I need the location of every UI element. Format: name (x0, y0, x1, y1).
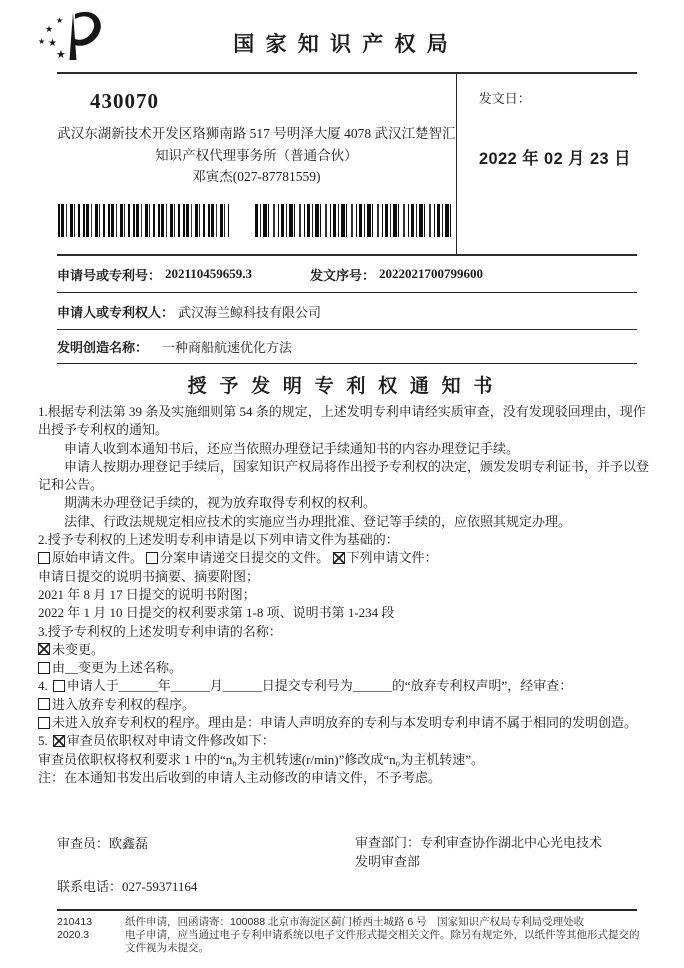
postal-code: 430070 (90, 89, 159, 113)
item4-option-2 (38, 696, 656, 714)
footer-block (57, 916, 646, 955)
item1-paragraph-2: 申请人收到本通知书后，还应当依照办理登记手续通知书的内容办理登记手续。 (64, 440, 520, 456)
application-number-label: 申请号或专利号： (57, 267, 162, 283)
serial-number-label: 发文序号： (310, 267, 376, 283)
svg-text:★: ★ (45, 24, 54, 34)
checkbox-original-documents (38, 552, 50, 564)
barcode-right (255, 204, 451, 237)
item2-option3-label: 下列申请文件： (346, 550, 438, 566)
item5-amendment-detail: 审查员依职权将权利要求 1 中的“n₀为主机转速(r/min)”修改成“n₀为主机转速”。 (38, 751, 484, 767)
notice-note: 注：在本通知书发出后收到的申请人主动修改的申请文件，不予考虑。 (38, 769, 442, 785)
document-header (0, 0, 684, 72)
barcode-left (58, 204, 229, 237)
department-line-2: 发明审查部 (355, 854, 421, 870)
address-line-1: 武汉东湖新技术开发区珞狮南路 517 号明泽大厦 4078 武汉江楚智汇 (57, 126, 456, 141)
application-number-value: 202110459659.3 (165, 266, 253, 281)
item3-option1-label: 未变更。 (52, 641, 105, 657)
svg-text:★: ★ (48, 38, 57, 49)
notice-body (38, 403, 656, 787)
form-code-2: 2020.3 (57, 929, 90, 942)
item5-option1-label: 审查员依职权对申请文件修改如下： (66, 733, 275, 749)
checkbox-listed-documents (333, 552, 345, 564)
item1-paragraph-5: 法律、行政法规规定相应技术的实施应当办理批准、登记等手续的，应依照其规定办理。 (64, 513, 572, 529)
addressee-block (57, 74, 457, 254)
department-label: 审查部门： (355, 835, 421, 851)
item1-paragraph-3: 申请人按期办理登记手续后，国家知识产权局将作出授予专利权的决定，颁发发明专利证书，并予以登记和公告。 (38, 458, 650, 493)
phone-number: 027-59371164 (122, 879, 198, 895)
item5-numbering: 5. (38, 733, 48, 749)
item2-doc-line-3: 2022 年 1 月 10 日提交的权利要求第 1-8 项、说明书第 1-234 段 (38, 605, 395, 621)
item4-option1-label: 申请人于______年______月______日提交专利号为______的“放弃专利权声明”，经审查： (66, 678, 573, 694)
footer-line-1: 纸件申请，回函请寄：100088 北京市海淀区蓟门桥西土城路 6 号 国家知识产权局专利局受理处收 (125, 916, 585, 929)
agency-title: 国 家 知 识 产 权 局 (233, 32, 451, 56)
applicant-label: 申请人或专利权人： (57, 304, 175, 320)
footer-instructions (125, 916, 646, 955)
item4-option3-label: 未进入放弃专利权的程序。理由是：申请人声明放弃的专利与本发明专利申请不属于相同的发明创造。 (52, 715, 638, 731)
item2-option2-label: 分案申请递交日提交的文件。 (160, 550, 330, 566)
item1-paragraph-4: 期满未办理登记手续的，视为放弃取得专利权的权利。 (64, 495, 377, 511)
invention-title-row (57, 330, 637, 364)
invention-title-label: 发明创造名称： (57, 340, 149, 355)
phone-label: 联系电话： (57, 879, 123, 895)
application-number-row (57, 256, 637, 293)
svg-text:★: ★ (56, 49, 66, 61)
checkbox-name-changed (38, 662, 50, 674)
checkbox-abandon-not-entered (38, 717, 50, 729)
barcode-row (58, 204, 456, 237)
applicant-value: 武汉海兰鲸科技有限公司 (178, 304, 322, 320)
examining-department (355, 833, 602, 871)
examiner-line (57, 833, 355, 871)
recipient-address (57, 123, 456, 188)
recipient-contact: 邓寅杰(027-87781559) (192, 169, 321, 184)
applicant-row (57, 293, 637, 330)
item1-paragraph-1: 1.根据专利法第 39 条及实施细则第 54 条的规定，上述发明专利申请经实质审查，没有发现驳回理由，现作出授予专利权的通知。 (38, 404, 646, 438)
svg-text:★: ★ (38, 37, 46, 46)
item5-intro (38, 732, 656, 750)
item3-intro: 3.授予专利权的上述发明专利申请的名称： (38, 623, 282, 639)
signoff-block (57, 833, 637, 896)
item3-option-1 (38, 641, 656, 659)
contact-phone-line (57, 877, 637, 896)
form-codes (57, 916, 125, 955)
issue-date-stamp: 2022 年 02 月 23 日 (478, 149, 631, 168)
footer-line-2: 电子申请，应当通过电子专利申请系统以电子文件形式提交相关文件。除另有规定外，以纸件等其他形式提交的文件视为未提交。 (125, 929, 640, 955)
item4-option-3 (38, 714, 656, 732)
checkbox-abandon-entered (38, 698, 50, 710)
checkbox-name-unchanged (38, 643, 50, 655)
item3-option-2 (38, 659, 656, 677)
examiner-name: 欧鑫磊 (109, 836, 149, 852)
checkbox-examiner-amendment (53, 735, 65, 747)
address-line-2: 知识产权代理事务所（普通合伙） (155, 147, 358, 163)
notice-title: 授 予 发 明 专 利 权 通 知 书 (187, 376, 497, 397)
form-code-1: 210413 (57, 916, 93, 929)
addressee-issue-box (57, 72, 637, 256)
item4-intro (38, 677, 656, 695)
item4-numbering: 4. (38, 678, 48, 694)
item2-option1-label: 原始申请文件。 (52, 550, 144, 566)
checkbox-abandon-declaration (53, 680, 65, 692)
item3-option2-label: 由__变更为上述名称。 (52, 660, 183, 676)
invention-title-value: 一种商船航速优化方法 (162, 340, 293, 355)
footer-divider (57, 909, 637, 911)
examiner-label: 审查员： (57, 836, 110, 852)
item2-intro: 2.授予专利权的上述发明专利申请是以下列申请文件为基础的： (38, 532, 399, 548)
item2-doc-line-2: 2021 年 8 月 17 日提交的说明书附图； (38, 586, 256, 602)
item2-doc-line-1: 申请日提交的说明书摘要、摘要附图； (38, 568, 260, 584)
serial-number-value: 2022021700799600 (379, 266, 484, 281)
department-line-1: 专利审查协作湖北中心光电技术 (420, 835, 603, 851)
checkbox-divisional-documents (146, 552, 158, 564)
logo-star: ★ (56, 16, 64, 25)
cnipa-logo-icon (38, 10, 112, 68)
item2-options (38, 549, 656, 567)
issue-date-label: 发文日： (478, 91, 531, 106)
item4-option2-label: 进入放弃专利权的程序。 (52, 696, 196, 712)
issue-date-block (457, 74, 637, 254)
